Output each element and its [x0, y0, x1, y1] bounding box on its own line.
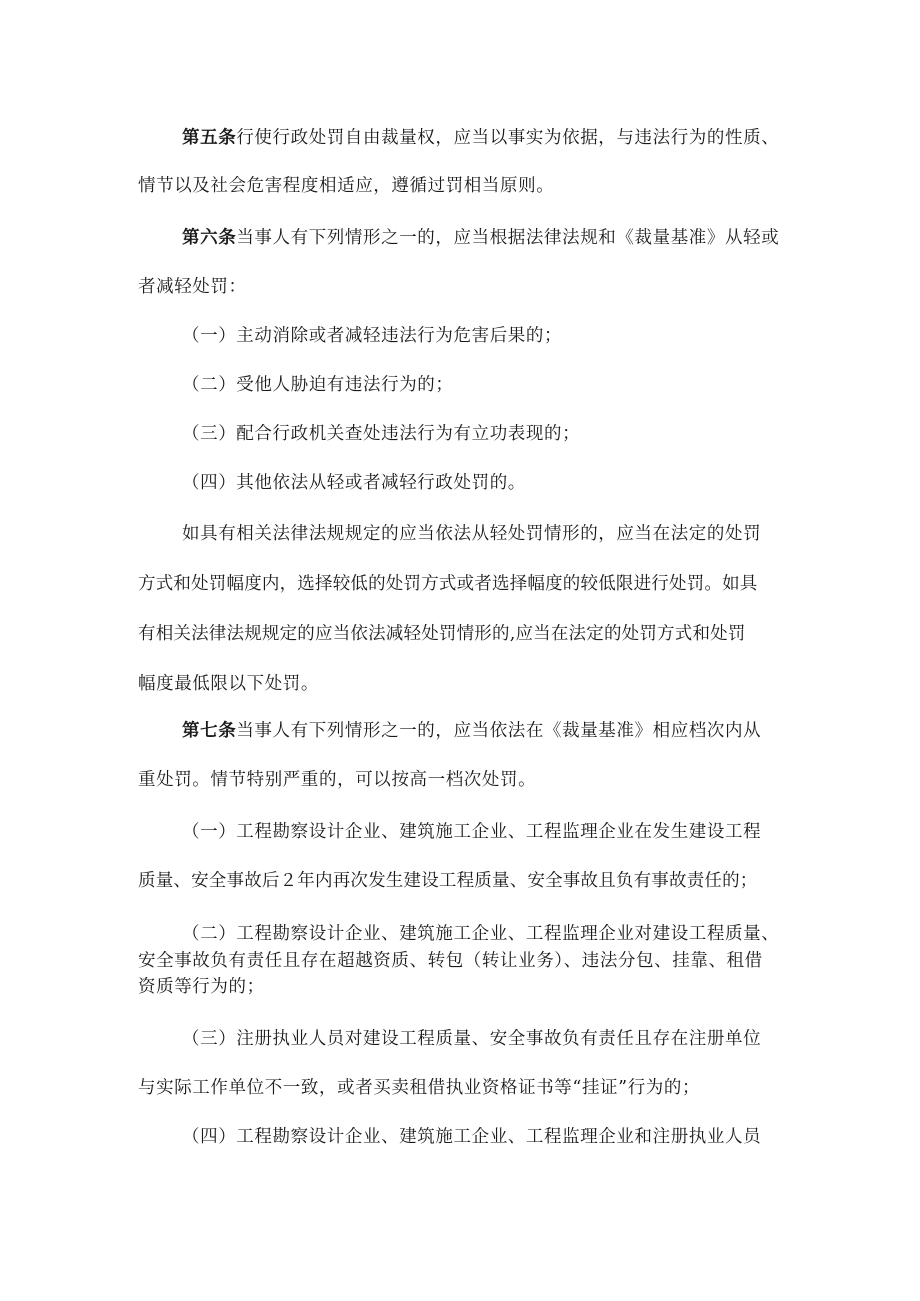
- article7-item2-line1: （二）工程勘察设计企业、建筑施工企业、工程监理企业对建设工程质量、: [182, 924, 780, 944]
- article5-heading: 第五条: [182, 128, 237, 148]
- article6-para-line3: 有相关法律法规规定的应当依法减轻处罚情形的,应当在法定的处罚方式和处罚: [138, 624, 746, 644]
- article6-para-line4: 幅度最低限以下处罚。: [138, 674, 319, 694]
- article7-line1: [182, 719, 761, 743]
- article6-line1: [182, 226, 779, 250]
- article5-line2: 情节以及社会危害程度相适应，遵循过罚相当原则。: [138, 176, 555, 196]
- article6-item-2: （二）受他人胁迫有违法行为的；: [182, 375, 454, 395]
- article6-para-line1: 如具有相关法律法规规定的应当依法从轻处罚情形的，应当在法定的处罚: [182, 524, 762, 544]
- article5-line1: [182, 126, 779, 150]
- article6-para-line2: 方式和处罚幅度内，选择较低的处罚方式或者选择幅度的较低限进行处罚。如具: [138, 574, 758, 594]
- article7-item2-line3: 资质等行为的；: [138, 977, 265, 997]
- article7-item1-line2: 质量、安全事故后２年内再次发生建设工程质量、安全事故且负有事故责任的；: [138, 871, 758, 891]
- article7-item2-line2: 安全事故负有责任且存在超越资质、转包（转让业务）、违法分包、挂靠、租借: [138, 951, 763, 971]
- article6-text: 当事人有下列情形之一的，应当根据法律法规和《裁量基准》从轻或: [236, 228, 780, 248]
- article7-text: 当事人有下列情形之一的，应当依法在《裁量基准》相应档次内从: [236, 721, 762, 741]
- article6-line2: 者减轻处罚：: [138, 277, 247, 297]
- article7-item3-line2: 与实际工作单位不一致，或者买卖租借执业资格证书等“挂证”行为的；: [138, 1078, 701, 1098]
- article6-item-3: （三）配合行政机关查处违法行为有立功表现的；: [182, 424, 581, 444]
- article5-text: 行使行政处罚自由裁量权，应当以事实为依据，与违法行为的性质、: [236, 128, 780, 148]
- article7-item1-line1: （一）工程勘察设计企业、建筑施工企业、工程监理企业在发生建设工程: [182, 822, 762, 842]
- article6-heading: 第六条: [182, 228, 237, 248]
- article6-item-1: （一）主动消除或者减轻违法行为危害后果的；: [182, 326, 563, 346]
- article7-line2: 重处罚。情节特别严重的，可以按高一档次处罚。: [138, 770, 537, 790]
- article7-heading: 第七条: [182, 721, 237, 741]
- article7-item3-line1: （三）注册执业人员对建设工程质量、安全事故负有责任且存在注册单位: [182, 1029, 762, 1049]
- article7-item4-line1: （四）工程勘察设计企业、建筑施工企业、工程监理企业和注册执业人员: [182, 1127, 762, 1147]
- article6-item-4: （四）其他依法从轻或者减轻行政处罚的。: [182, 473, 526, 493]
